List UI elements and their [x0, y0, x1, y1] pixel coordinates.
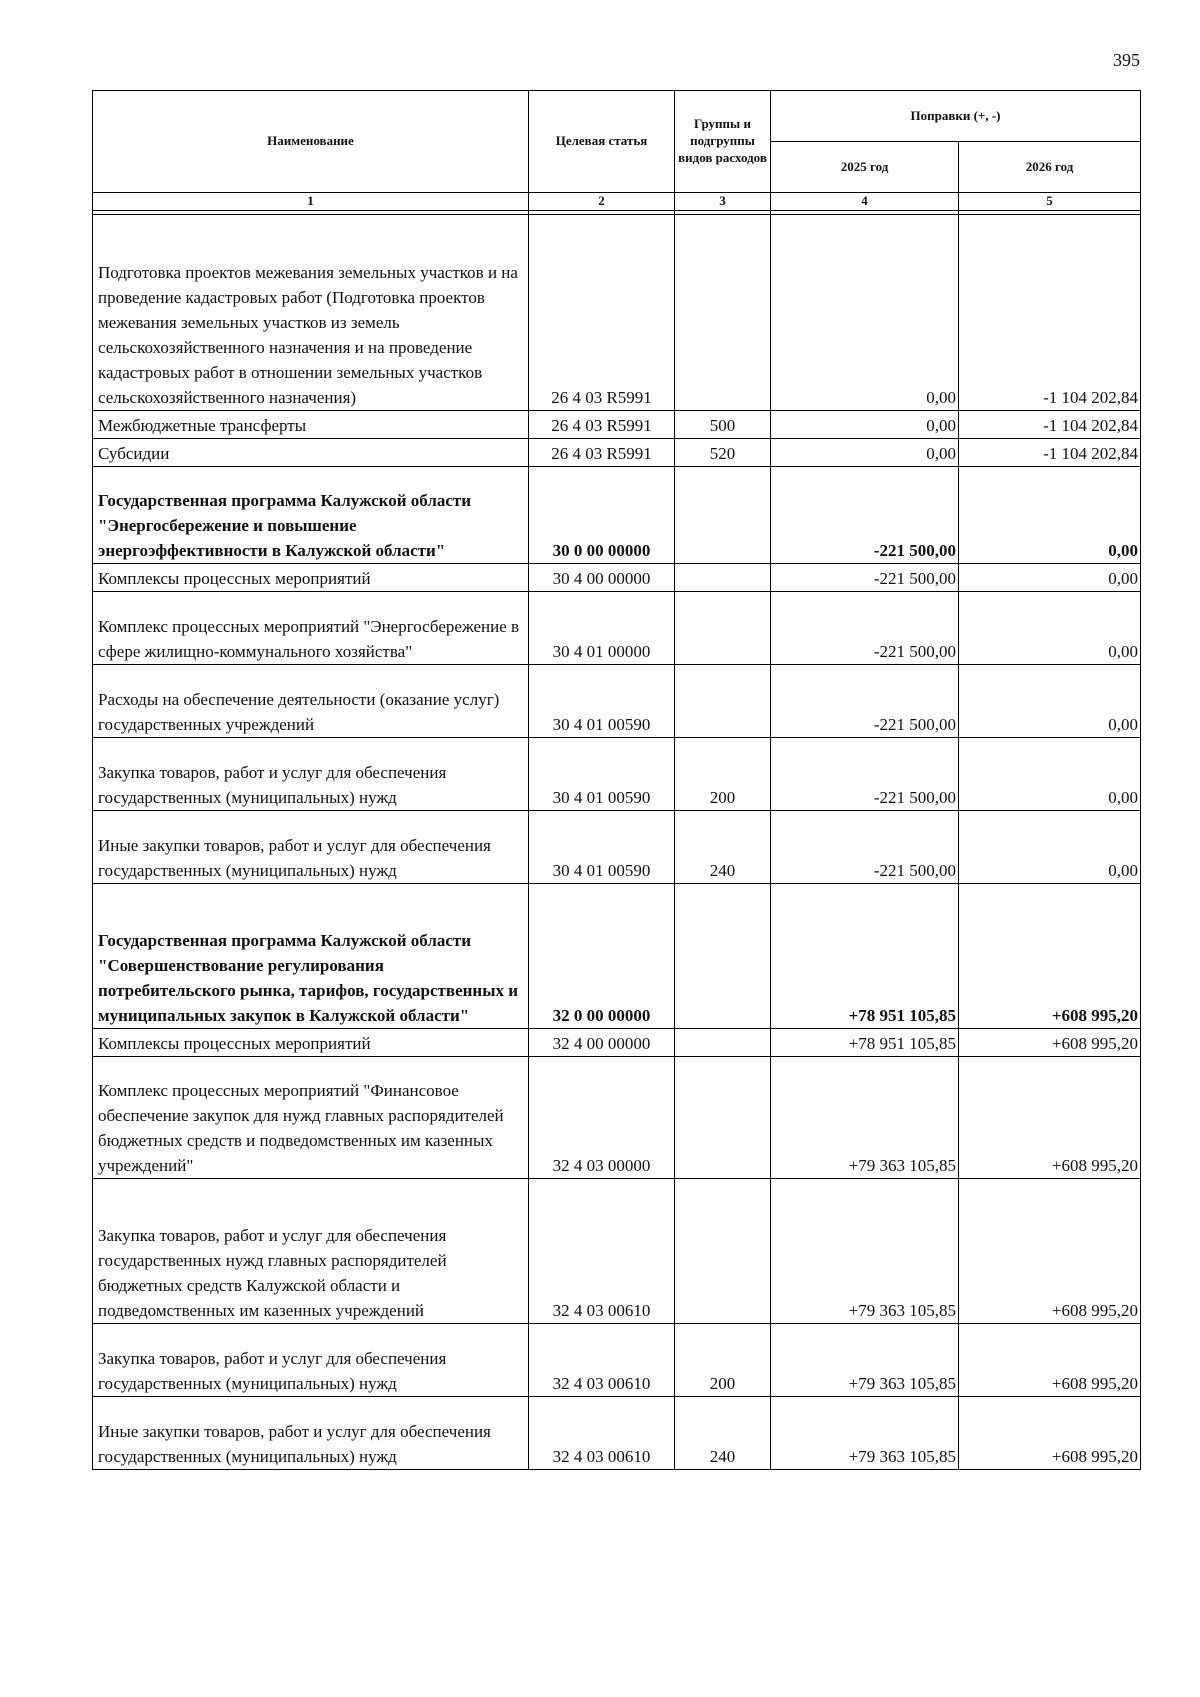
row-expense-group	[675, 1178, 771, 1323]
table-row	[93, 466, 1141, 563]
row-target-article: 30 4 01 00590	[529, 664, 675, 737]
row-expense-group: 200	[675, 1323, 771, 1396]
row-target-article: 26 4 03 R5991	[529, 214, 675, 410]
row-name: Комплексы процессных мероприятий	[93, 563, 529, 591]
page-number: 395	[1113, 50, 1140, 70]
row-amount-2025: +78 951 105,85	[771, 1028, 959, 1056]
row-amount-2026: 0,00	[959, 664, 1141, 737]
row-amount-2026: 0,00	[959, 810, 1141, 883]
table-row	[93, 410, 1141, 438]
row-amount-2025: 0,00	[771, 438, 959, 466]
row-amount-2026: 0,00	[959, 737, 1141, 810]
row-amount-2026: -1 104 202,84	[959, 410, 1141, 438]
row-target-article: 26 4 03 R5991	[529, 410, 675, 438]
row-target-article: 32 4 03 00610	[529, 1396, 675, 1469]
table-row	[93, 737, 1141, 810]
row-target-article: 32 4 00 00000	[529, 1028, 675, 1056]
row-target-article: 30 0 00 00000	[529, 466, 675, 563]
header-amendments: Поправки (+, -)	[771, 91, 1141, 142]
table-row	[93, 438, 1141, 466]
header-name: Наименование	[93, 91, 529, 193]
row-name: Комплексы процессных мероприятий	[93, 1028, 529, 1056]
table-row	[93, 664, 1141, 737]
row-amount-2025: -221 500,00	[771, 664, 959, 737]
row-amount-2025: 0,00	[771, 214, 959, 410]
row-name: Закупка товаров, работ и услуг для обеспечения государственных нужд главных распорядителей бюджетных средств Калужской области и подведомственных им казенных учреждений	[93, 1178, 529, 1323]
column-number-4: 4	[771, 193, 959, 211]
row-expense-group	[675, 591, 771, 664]
table-row	[93, 1028, 1141, 1056]
row-amount-2026: +608 995,20	[959, 1396, 1141, 1469]
header-target-article: Целевая статья	[529, 91, 675, 193]
row-amount-2025: +79 363 105,85	[771, 1178, 959, 1323]
row-expense-group	[675, 563, 771, 591]
table-header	[93, 91, 1141, 215]
row-amount-2025: -221 500,00	[771, 737, 959, 810]
row-expense-group	[675, 664, 771, 737]
header-year-2025: 2025 год	[771, 142, 959, 193]
table-row	[93, 214, 1141, 410]
column-number-2: 2	[529, 193, 675, 211]
row-expense-group: 520	[675, 438, 771, 466]
row-target-article: 30 4 01 00590	[529, 737, 675, 810]
row-name: Субсидии	[93, 438, 529, 466]
row-expense-group	[675, 1056, 771, 1178]
budget-amendments-table	[92, 90, 1141, 1470]
row-amount-2025: +79 363 105,85	[771, 1056, 959, 1178]
row-name: Подготовка проектов межевания земельных участков и на проведение кадастровых работ (Подготовка проектов межевания земельных участков из земель сельскохозяйственного назначения и на проведение кадастровых работ в отношении земельных участков сельскохозяйственного назначения)	[93, 214, 529, 410]
row-name: Межбюджетные трансферты	[93, 410, 529, 438]
table-row	[93, 1056, 1141, 1178]
header-expense-groups: Группы и подгруппы видов расходов	[675, 91, 771, 193]
row-target-article: 26 4 03 R5991	[529, 438, 675, 466]
row-amount-2025: 0,00	[771, 410, 959, 438]
row-amount-2026: +608 995,20	[959, 1178, 1141, 1323]
row-amount-2025: +78 951 105,85	[771, 883, 959, 1028]
row-name: Иные закупки товаров, работ и услуг для обеспечения государственных (муниципальных) нужд	[93, 1396, 529, 1469]
row-name: Иные закупки товаров, работ и услуг для обеспечения государственных (муниципальных) нужд	[93, 810, 529, 883]
row-target-article: 32 4 03 00610	[529, 1178, 675, 1323]
column-number-5: 5	[959, 193, 1141, 211]
table-row	[93, 1178, 1141, 1323]
table-row	[93, 1323, 1141, 1396]
row-amount-2025: +79 363 105,85	[771, 1396, 959, 1469]
row-amount-2026: 0,00	[959, 466, 1141, 563]
table-body	[93, 214, 1141, 1469]
row-amount-2025: -221 500,00	[771, 810, 959, 883]
row-expense-group: 240	[675, 1396, 771, 1469]
row-expense-group	[675, 1028, 771, 1056]
row-target-article: 30 4 01 00000	[529, 591, 675, 664]
row-target-article: 30 4 00 00000	[529, 563, 675, 591]
table-row	[93, 591, 1141, 664]
row-name: Закупка товаров, работ и услуг для обеспечения государственных (муниципальных) нужд	[93, 737, 529, 810]
row-name: Государственная программа Калужской области "Энергосбережение и повышение энергоэффективности в Калужской области"	[93, 466, 529, 563]
row-amount-2026: +608 995,20	[959, 1028, 1141, 1056]
row-name: Закупка товаров, работ и услуг для обеспечения государственных (муниципальных) нужд	[93, 1323, 529, 1396]
table-row	[93, 810, 1141, 883]
row-expense-group: 240	[675, 810, 771, 883]
column-number-3: 3	[675, 193, 771, 211]
row-amount-2026: -1 104 202,84	[959, 438, 1141, 466]
row-name: Комплекс процессных мероприятий "Финансовое обеспечение закупок для нужд главных распорядителей бюджетных средств и подведомственных им казенных учреждений"	[93, 1056, 529, 1178]
row-target-article: 32 0 00 00000	[529, 883, 675, 1028]
row-amount-2026: +608 995,20	[959, 1323, 1141, 1396]
row-amount-2025: -221 500,00	[771, 591, 959, 664]
table-row	[93, 1396, 1141, 1469]
row-amount-2026: 0,00	[959, 591, 1141, 664]
header-year-2026: 2026 год	[959, 142, 1141, 193]
column-number-1: 1	[93, 193, 529, 211]
row-target-article: 32 4 03 00000	[529, 1056, 675, 1178]
row-amount-2026: +608 995,20	[959, 1056, 1141, 1178]
row-name: Государственная программа Калужской области "Совершенствование регулирования потребительского рынка, тарифов, государственных и муниципальных закупок в Калужской области"	[93, 883, 529, 1028]
row-amount-2026: +608 995,20	[959, 883, 1141, 1028]
row-amount-2026: 0,00	[959, 563, 1141, 591]
row-amount-2026: -1 104 202,84	[959, 214, 1141, 410]
row-name: Расходы на обеспечение деятельности (оказание услуг) государственных учреждений	[93, 664, 529, 737]
row-amount-2025: -221 500,00	[771, 466, 959, 563]
row-target-article: 30 4 01 00590	[529, 810, 675, 883]
row-expense-group	[675, 466, 771, 563]
table-row	[93, 563, 1141, 591]
row-expense-group: 200	[675, 737, 771, 810]
row-expense-group: 500	[675, 410, 771, 438]
row-target-article: 32 4 03 00610	[529, 1323, 675, 1396]
row-expense-group	[675, 214, 771, 410]
table-row	[93, 883, 1141, 1028]
row-amount-2025: +79 363 105,85	[771, 1323, 959, 1396]
row-expense-group	[675, 883, 771, 1028]
row-name: Комплекс процессных мероприятий "Энергосбережение в сфере жилищно-коммунального хозяйства"	[93, 591, 529, 664]
row-amount-2025: -221 500,00	[771, 563, 959, 591]
